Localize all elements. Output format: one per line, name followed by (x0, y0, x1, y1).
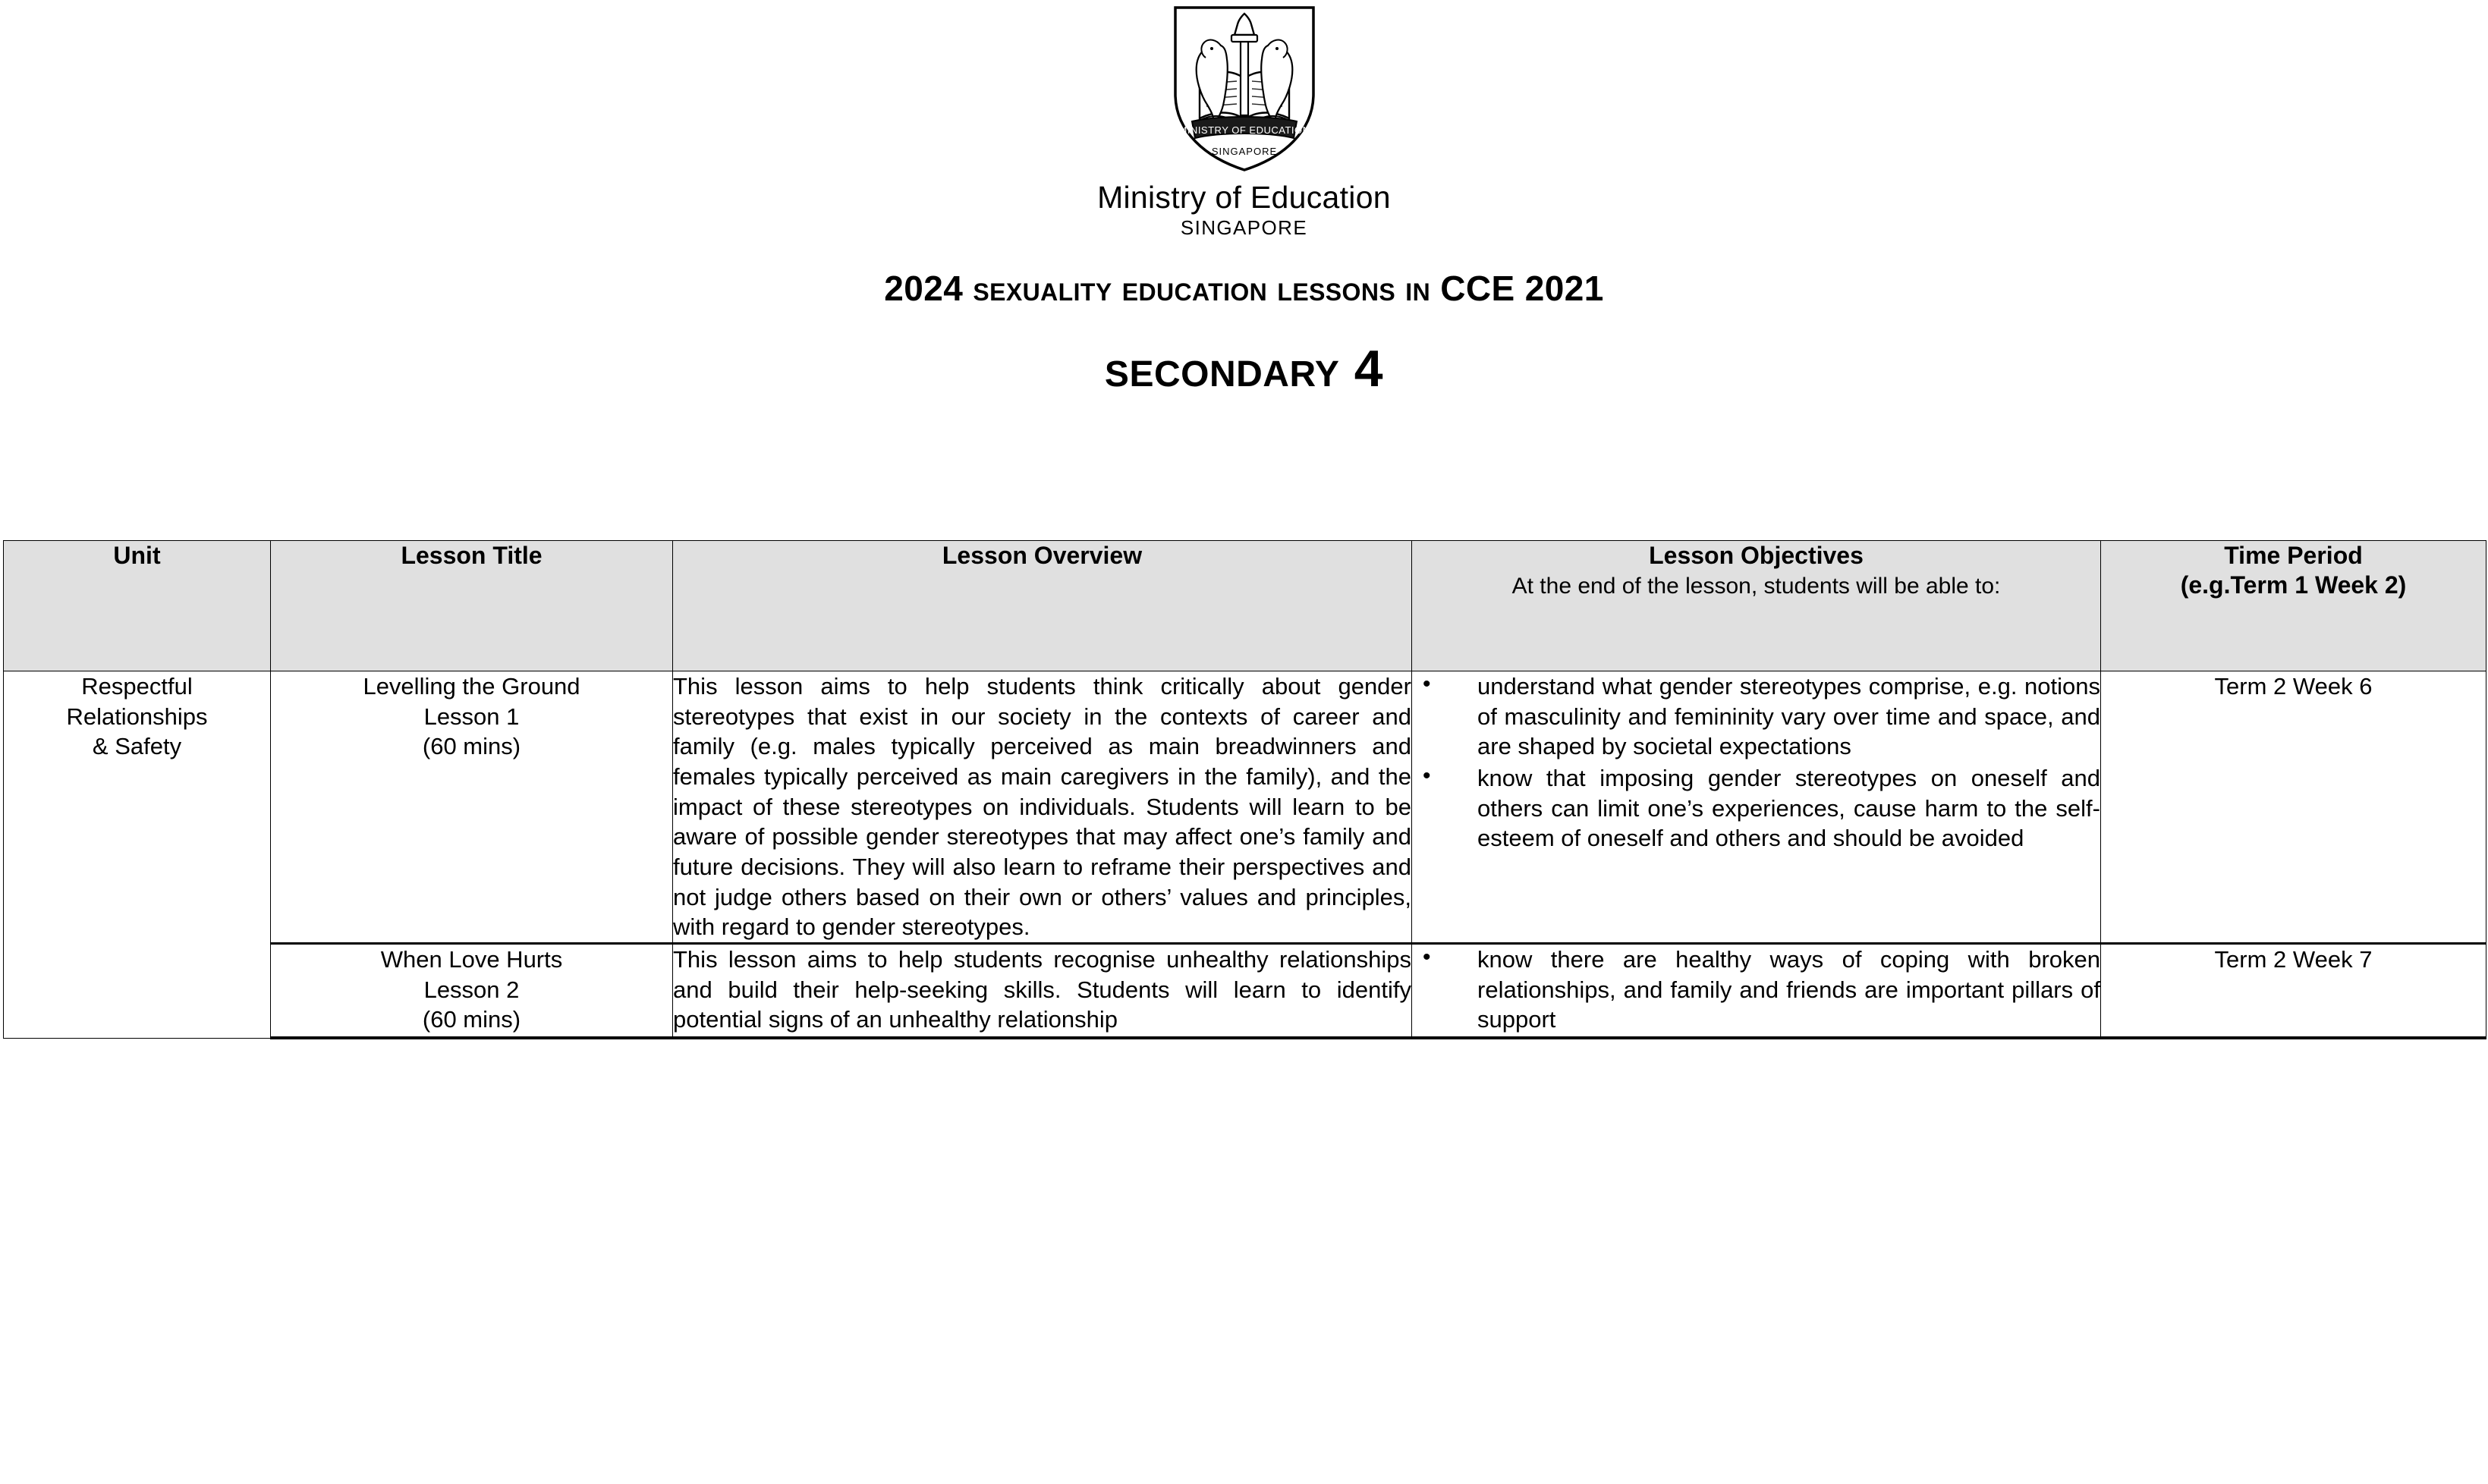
column-header-lesson-title-label: Lesson Title (401, 542, 543, 569)
objective-text: know there are healthy ways of coping with broken relationships, and family and friends are important pillars of support (1477, 946, 2100, 1033)
column-header-lesson-objectives-label: Lesson Objectives (1649, 542, 1864, 569)
document-masthead (0, 0, 2488, 398)
cell-lesson-title (271, 944, 673, 1039)
objective-text: know that imposing gender stereotypes on oneself and others can limit one’s experiences, cause harm to the self-esteem of oneself and others and should be avoided (1477, 765, 2100, 852)
document-title-programme-code: CCE (1440, 268, 1515, 308)
table-row (4, 671, 2486, 944)
time-period-text: Term 2 Week 7 (2214, 946, 2373, 973)
column-header-lesson-objectives (1412, 541, 2101, 671)
organisation-country: SINGAPORE (1180, 215, 1308, 239)
list-item (1412, 671, 2100, 762)
objectives-list (1412, 945, 2100, 1035)
bullet-icon: • (1423, 671, 1431, 696)
bullet-icon: • (1423, 763, 1431, 789)
cell-lesson-objectives (1412, 671, 2101, 944)
column-header-time-period-example: (e.g.Term 1 Week 2) (2180, 571, 2407, 599)
time-period-text: Term 2 Week 6 (2214, 673, 2373, 700)
lessons-table (3, 540, 2486, 1039)
list-item (1412, 763, 2100, 854)
lessons-table-container (3, 540, 2486, 1039)
table-row (4, 944, 2486, 1039)
cell-lesson-objectives (1412, 944, 2101, 1039)
organisation-name: Ministry of Education (1097, 180, 1391, 215)
cell-lesson-overview (673, 944, 1412, 1039)
column-header-time-period (2101, 541, 2486, 671)
svg-text:MINISTRY OF EDUCATION: MINISTRY OF EDUCATION (1178, 124, 1310, 136)
column-header-unit-label: Unit (113, 542, 161, 569)
lesson-duration: (60 mins) (422, 1006, 521, 1033)
cell-lesson-title (271, 671, 673, 944)
unit-line-1: Respectful (81, 673, 193, 700)
cell-lesson-overview (673, 671, 1412, 944)
column-header-lesson-objectives-subtitle: At the end of the lesson, students will be able to: (1511, 574, 2001, 599)
table-header-row (4, 541, 2486, 671)
table-header (4, 541, 2486, 671)
moe-crest-icon (1165, 5, 1324, 173)
column-header-lesson-title (271, 541, 673, 671)
svg-text:SINGAPORE: SINGAPORE (1211, 146, 1277, 157)
document-title-text: sexuality education lessons in (973, 268, 1431, 308)
document-title (0, 268, 2488, 309)
unit-line-3: & Safety (92, 733, 182, 760)
page-title (0, 339, 2488, 398)
cell-time-period (2101, 671, 2486, 944)
lesson-overview-text: This lesson aims to help students recognise unhealthy relationships and build their help-seeking skills. Students will learn to identify potential signs of an unhealthy relationship (673, 946, 1411, 1033)
cell-time-period (2101, 944, 2486, 1039)
unit-line-2: Relationships (66, 703, 208, 730)
lesson-title-line-1: When Love Hurts (380, 946, 563, 973)
lesson-number: Lesson 1 (423, 703, 520, 730)
bullet-icon: • (1423, 945, 1431, 970)
lesson-overview-text: This lesson aims to help students think critically about gender stereotypes that exist in our society in the contexts of career and family (e.g. males typically perceived as main breadwinners and females typically perceived as main caregivers in the family), and the impact of these stereotypes on individuals. Students will learn to be aware of possible gender stereotypes that may affect one’s family and future decisions. They will also learn to reframe their perspectives and not judge others based on their own or others’ values and principles, with regard to gender stereotypes. (673, 673, 1411, 941)
lesson-duration: (60 mins) (422, 733, 521, 760)
lesson-number: Lesson 2 (423, 976, 520, 1003)
table-body (4, 671, 2486, 1039)
list-item (1412, 945, 2100, 1035)
cell-unit (4, 671, 271, 1039)
objective-text: understand what gender stereotypes comprise, e.g. notions of masculinity and femininity vary over time and space, and are shaped by societal expectations (1477, 673, 2100, 760)
document-title-programme-year: 2021 (1524, 268, 1604, 308)
lesson-title-line-1: Levelling the Ground (363, 673, 580, 700)
objectives-list (1412, 671, 2100, 854)
column-header-lesson-overview (673, 541, 1412, 671)
column-header-lesson-overview-label: Lesson Overview (942, 542, 1143, 569)
column-header-time-period-label: Time Period (2224, 542, 2363, 569)
level-name: secondary (1104, 339, 1340, 398)
document-title-year: 2024 (884, 268, 964, 308)
column-header-unit (4, 541, 271, 671)
level-number: 4 (1354, 339, 1384, 398)
